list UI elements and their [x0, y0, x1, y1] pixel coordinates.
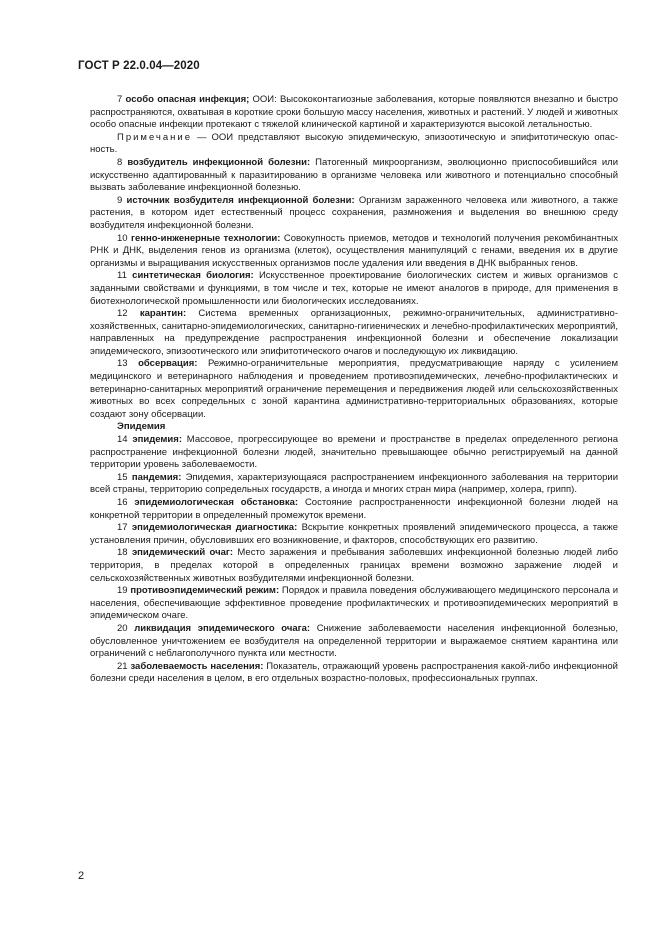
term-entry — [90, 270, 618, 308]
term-entry — [90, 157, 618, 195]
note — [90, 132, 618, 157]
term-entry — [90, 497, 618, 522]
term-name: заболеваемость населения: — [130, 660, 264, 672]
term-definition: Система временных организационных, режимно-ограничительных, административно-хозяйственных, санитарно-эпидемиологических, санитарно-гигиенических и лечебно-профилактических мероприятий, направленных на предупреждение распространения инфекционной болезни и обеспечение локализации эпидемического, эпизоотического или эпифитотического очагов и последующую их ликвидацию. — [90, 308, 618, 357]
term-entry — [90, 358, 618, 421]
term-entry — [90, 623, 618, 661]
term-name: пандемия: — [131, 471, 182, 483]
term-definition: Организм зараженного человека или животного, а также растения, в котором идет естественный процесс сохранения, размножения и выделения во внешнюю среду возбудителя инфекционной болезни. — [90, 194, 618, 231]
term-entry — [90, 472, 618, 497]
term-definition: Эпидемия, характеризующаяся распространением инфекционного заболевания на территории всей страны, территорию сопредельных государств, а иногда и многих стран мира (например, холера, грипп). — [90, 471, 619, 496]
term-number: 18 — [117, 547, 128, 559]
term-number: 13 — [117, 358, 128, 370]
term-number: 14 — [117, 434, 128, 446]
term-number: 15 — [117, 471, 128, 483]
note-text: ООИ представляют высокую эпидемическую, эпизоотическую и эпифитотическую опасность. — [90, 131, 618, 156]
term-name: эпидемия: — [132, 434, 182, 446]
term-name: возбудитель инфекционной болезни: — [127, 156, 311, 168]
term-number: 21 — [117, 660, 128, 672]
term-definition: Порядок и правила поведения обслуживающего медицинского персонала и населения, обеспечивающие эффективное проведение профилактических и противоэпидемических мероприятий в эпидемическом очаге. — [90, 585, 618, 622]
term-definition: Снижение заболеваемости населения инфекционной болезнью, обусловленное уничтожением ее возбудителя на определенной территории и выражаемое снятием карантина или ограничений с неблагополучного пункта или местности. — [90, 622, 618, 660]
note-dash: — — [192, 131, 212, 143]
section-heading: Эпидемия — [117, 421, 166, 433]
document-body — [90, 94, 618, 686]
term-definition: Патогенный микроорганизм, эволюционно приспособившийся или искусственно адаптированный к паразитированию в организме человека или животного и потенциально способный вызвать заболевание инфекционной болезнью. — [90, 156, 619, 194]
term-entry — [90, 547, 618, 585]
entries-group-b — [90, 157, 618, 421]
term-name: генно-инженерные технологии: — [131, 232, 281, 244]
term-entry — [90, 661, 618, 686]
term-number: 16 — [117, 497, 128, 508]
term-number: 7 — [117, 94, 123, 105]
term-name: обсервация: — [138, 358, 198, 370]
term-entry — [90, 233, 618, 271]
page-number: 2 — [78, 870, 85, 882]
term-entry — [90, 585, 618, 623]
term-definition: Вскрытие конкретных проявлений эпидемического процесса, а также установления причин, обусловивших его возникновение, и факторов, способствующих его развитию. — [90, 522, 619, 546]
term-name: эпидемиологическая обстановка: — [134, 497, 299, 508]
term-number: 19 — [117, 585, 128, 597]
term-entry — [90, 94, 618, 132]
term-number: 10 — [117, 232, 128, 244]
note-label: Примечание — [117, 131, 192, 143]
term-name: ликвидация эпидемического очага: — [134, 622, 311, 634]
term-entry — [90, 195, 618, 233]
page-header: ГОСТ Р 22.0.04—2020 — [78, 60, 200, 72]
term-number: 9 — [117, 194, 123, 206]
term-definition: Режимно-ограничительные мероприятия, предусматривающие наряду с усилением медицинского и ветеринарного наблюдения и проведением противоэпидемических, лечебно-профилактических и ветеринарно-санитарных мероприятий ограничение перемещения и передвижения людей или сельскохозяйственных животных во всех сопредельных с зоной карантина административно-территориальных образованиях, которые создают зону обсервации. — [90, 358, 618, 420]
term-definition: Искусственное проектирование биологических систем и живых организмов с заданными свойствами и функциями, в том числе и тех, которые не имеют аналогов в природе, для применения в биотехнологической промышленности или биологических исследованиях. — [90, 270, 618, 307]
term-entry — [90, 308, 618, 358]
term-number: 8 — [117, 156, 123, 168]
term-definition: Совокупность приемов, методов и технологий получения рекомбинантных РНК и ДНК, выделения генов из организма (клеток), осуществления манипуляций с генами, введения их в другие организмы и выращивания искусственных организмов после удаления или введения в ДНК выбранных генов. — [90, 232, 619, 269]
term-name: источник возбудителя инфекционной болезни: — [126, 194, 355, 206]
term-name: эпидемиологическая диагностика: — [131, 522, 298, 534]
entries-group-a — [90, 94, 618, 132]
term-name: противоэпидемический режим: — [130, 585, 280, 597]
term-definition: ООИ: Высококонтагиозные заболевания, которые появляются внезапно и быстро распространяются, охватывая в короткие сроки большую массу населения, животных и растений. У людей и животных особо опасные инфекции протекают с тяжелой клинической картиной и характеризуются высокой летальностью. — [90, 94, 619, 131]
term-entry — [90, 522, 618, 547]
term-definition: Состояние распространенности инфекционной болезни людей на конкретной территории в определенный промежуток времени. — [90, 497, 619, 521]
term-name: эпидемический очаг: — [131, 547, 234, 559]
term-definition: Показатель, отражающий уровень распространения какой-либо инфекционной болезни среди населения в целом, в его отдельных возрастно-половых, профессиональных группах. — [90, 660, 618, 685]
term-number: 11 — [117, 270, 127, 282]
term-name: синтетическая биология: — [132, 270, 254, 282]
term-name: особо опасная инфекция; — [125, 94, 250, 105]
term-definition: Место заражения и пребывания заболевших инфекционной болезнью людей либо территория, в пределах которой в определенных границах времени возможно заражение людей и сельскохозяйственных животных возбудителями инфекционной болезни. — [90, 547, 618, 584]
term-name: карантин: — [139, 308, 187, 320]
entries-group-c — [90, 434, 618, 686]
term-entry — [90, 434, 618, 472]
term-number: 20 — [117, 622, 128, 634]
term-number: 17 — [117, 522, 128, 534]
term-number: 12 — [117, 308, 128, 320]
term-definition: Массовое, прогрессирующее во времени и пространстве в пределах определенного региона распространение инфекционной болезни людей, значительно превышающее обычно регистрируемый на данной территории уровень заболеваемости. — [90, 434, 618, 471]
